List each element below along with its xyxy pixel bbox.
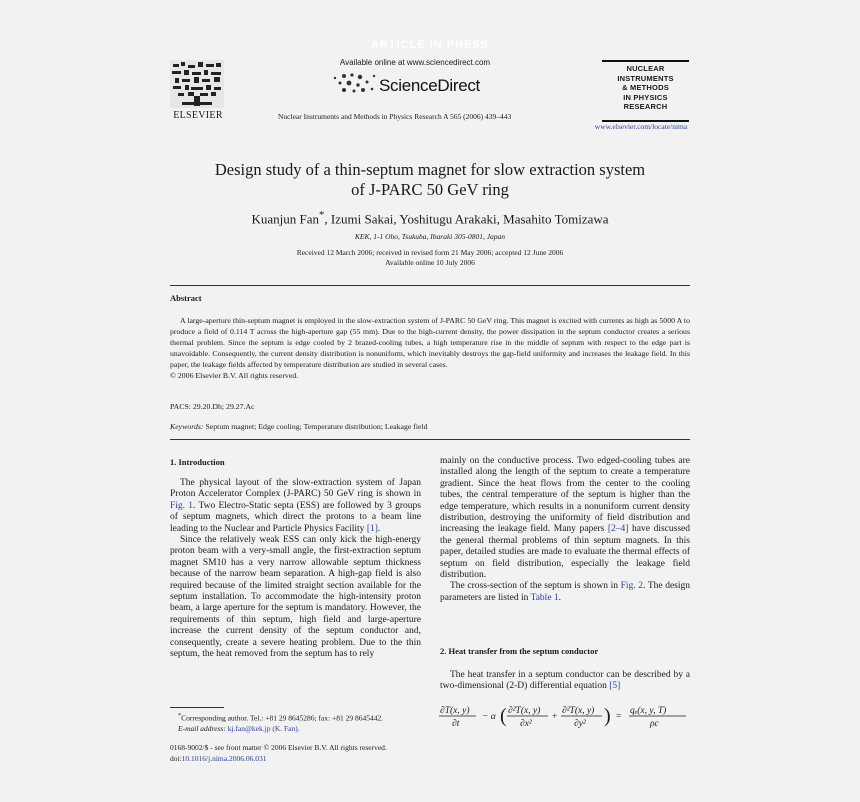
text-run: have discussed the general thermal problems of thin septum magnets. In this paper, detailed studies are made to evaluate the thermal effects of septum on field distribution, especially the leakage field distribution. xyxy=(440,524,690,581)
svg-text:∂y²: ∂y² xyxy=(574,719,586,729)
table-link[interactable]: Table 1 xyxy=(530,592,559,603)
text-run: The cross-section of the septum is shown in xyxy=(450,581,621,592)
svg-text:∂x²: ∂x² xyxy=(520,719,532,729)
svg-text:∂²T(x, y): ∂²T(x, y) xyxy=(508,706,541,716)
email-name: (K. Fan). xyxy=(272,723,300,733)
received-dates: Received 12 March 2006; received in revised form 21 May 2006; accepted 12 June 2006 xyxy=(296,248,564,257)
rule-bottom xyxy=(170,439,690,440)
section-2-heading: 2. Heat transfer from the septum conductor xyxy=(440,646,599,656)
text-run: The heat transfer in a septum conductor can be described by a two-dimensional (2-D) differential equation xyxy=(440,670,690,692)
email-label: E-mail address: xyxy=(178,723,226,733)
corresponding-mark: * xyxy=(319,209,325,221)
text-run: . The design parameters are listed in xyxy=(440,581,690,603)
doi-line xyxy=(170,754,387,765)
footnote-text: Corresponding author. Tel.: +81 29 8645286; fax: +81 29 8645442. xyxy=(181,713,384,723)
svg-text:− α: − α xyxy=(482,712,496,722)
paragraph: Since the relatively weak ESS can only kick the high-energy proton beam with a very-small angle, the first-extraction septum magnet SM10 has a very narrow allowable septum thickness because of the narrow beam separation. A high-gap field is also required because of the limited straight section available for the septum installation. To accommodate the high-intensity proton beam, a large aperture for the septum is mandatory. However, the requirements of thin septum, high field and large-aperture increase the current density of the septum conductor and, consequently, create a severe heating problem. Due to the thin septum, the heat removed from the septum has to rely xyxy=(170,535,421,660)
footnote-mark: * xyxy=(178,712,182,719)
footnote-rule xyxy=(170,707,224,708)
svg-text:ρc: ρc xyxy=(650,719,659,729)
svg-text:(: ( xyxy=(500,705,507,727)
svg-text:+: + xyxy=(552,712,558,722)
abstract-body xyxy=(170,315,690,381)
doi-link[interactable]: 10.1016/j.nima.2006.06.031 xyxy=(181,753,267,763)
abstract-heading: Abstract xyxy=(170,293,202,303)
email-link[interactable]: kj.fan@kek.jp xyxy=(227,723,271,733)
text-run: . xyxy=(377,523,381,534)
journal-logo-line: NUCLEAR xyxy=(626,64,665,73)
paragraph xyxy=(440,670,690,693)
svg-text:∂²T(x, y): ∂²T(x, y) xyxy=(562,706,595,716)
figure-link[interactable]: Fig. 2 xyxy=(620,581,644,592)
rule-top xyxy=(170,285,690,286)
issn-line: 0168-9002/$ - see front matter © 2006 Elsevier B.V. All rights reserved. xyxy=(170,743,387,752)
title-line-1: Design study of a thin-septum magnet for slow extraction system xyxy=(214,160,646,179)
front-matter xyxy=(170,743,387,764)
journal-logo xyxy=(602,64,689,112)
available-date: Available online 10 July 2006 xyxy=(385,258,475,267)
journal-logo-line: RESEARCH xyxy=(623,102,668,111)
column-left xyxy=(170,478,421,661)
footnote-email-line xyxy=(178,724,383,734)
section-1-heading: 1. Introduction xyxy=(170,457,225,467)
keywords xyxy=(170,422,428,431)
article-title xyxy=(150,160,710,200)
doi-label: doi: xyxy=(170,753,182,763)
paragraph xyxy=(440,581,690,604)
author-corresponding: Kuanjun Fan xyxy=(251,211,319,227)
svg-text:∂T(x, y): ∂T(x, y) xyxy=(440,706,470,716)
available-online-line: Available online at www.sciencedirect.com xyxy=(339,58,491,67)
figure-link[interactable]: Fig. 1 xyxy=(170,500,194,511)
reference-link[interactable]: [5] xyxy=(609,681,621,692)
article-dates xyxy=(150,248,710,268)
text-run: . Two Electro-Static septa (ESS) are followed by 3 groups of septum magnets, which direct the protons to a beam line leading to the Nuclear and Particle Physics Facility xyxy=(170,500,421,534)
journal-url-link[interactable]: www.elsevier.com/locate/nima xyxy=(594,122,688,131)
text-run: The physical layout of the slow-extraction system of Japan Proton Accelerator Complex (J-PARC) 50 GeV ring is shown in xyxy=(170,478,421,500)
column-right xyxy=(440,456,690,604)
svg-text:∂t: ∂t xyxy=(452,719,460,729)
elsevier-tree-logo xyxy=(170,60,224,108)
authors-rest: , Izumi Sakai, Yoshitugu Arakaki, Masahito Tomizawa xyxy=(324,211,609,227)
journal-logo-line: INSTRUMENTS xyxy=(617,73,674,83)
authors xyxy=(150,209,710,227)
section-2-body xyxy=(440,670,690,693)
keywords-label: Keywords: xyxy=(170,422,204,431)
text-run: mainly on the conductive process. Two edged-cooling tubes are installed along the length of the septum to create a temperature gradient. Since the heat flows from the center to the cooling tubes, the central temperature of the septum is higher than the edge temperature, which results in a nonuniform current density distribution, destroying the uniformity of field distribution and increasing the leakage field. Many papers xyxy=(440,456,690,535)
abstract-copyright: © 2006 Elsevier B.V. All rights reserved. xyxy=(170,371,299,380)
keywords-list: Septum magnet; Edge cooling; Temperature distribution; Leakage field xyxy=(205,422,428,431)
footnote xyxy=(178,711,383,734)
heat-equation xyxy=(438,703,692,731)
affiliation: KEK, 1-1 Oho, Tsukuba, Ibaraki 305-0801, Japan xyxy=(354,232,506,241)
svg-text:qₑ(x, y, T): qₑ(x, y, T) xyxy=(630,706,667,716)
abstract-text: A large-aperture thin-septum magnet is employed in the slow-extraction system of J-PARC 50 GeV ring. This magnet is excited with currents as high as 5000 A to produce a field of 0.114 T across the high-aperture gap (55 mm). Due to the high-current density, the power dissipation in the septum conductor creates a serious thermal problem. Since the septum is edge cooled by 2 brazed-cooling tubes, a high temperature rise in the middle of septum with respect to the edge part is unavoidable. Consequently, the current density distribution is nonuniform, which inevitably destroys the gap-field uniformity and increases the leakage field. In this paper, the leakage fields affected by temperature distribution are studied in several cases. xyxy=(170,316,690,369)
journal-logo-line: IN PHYSICS xyxy=(623,92,668,102)
journal-citation: Nuclear Instruments and Methods in Physics Research A 565 (2006) 439–443 xyxy=(278,112,512,121)
publisher-name: ELSEVIER xyxy=(173,110,223,121)
svg-text:=: = xyxy=(616,712,622,722)
paragraph xyxy=(440,456,690,581)
watermark: ARTICLE IN PRESS xyxy=(370,39,490,51)
journal-logo-line: & METHODS xyxy=(622,83,669,92)
svg-text:): ) xyxy=(604,705,611,727)
reference-link[interactable]: [2–4] xyxy=(607,524,629,535)
reference-link[interactable]: [1] xyxy=(366,523,378,534)
sciencedirect-wordmark: ScienceDirect xyxy=(379,76,480,95)
footnote-contact xyxy=(178,711,383,724)
pacs-codes: PACS: 29.20.Dh; 29.27.Ac xyxy=(170,402,255,411)
title-line-2: of J-PARC 50 GeV ring xyxy=(351,180,509,199)
paragraph xyxy=(170,478,421,535)
text-run: . xyxy=(558,592,562,603)
